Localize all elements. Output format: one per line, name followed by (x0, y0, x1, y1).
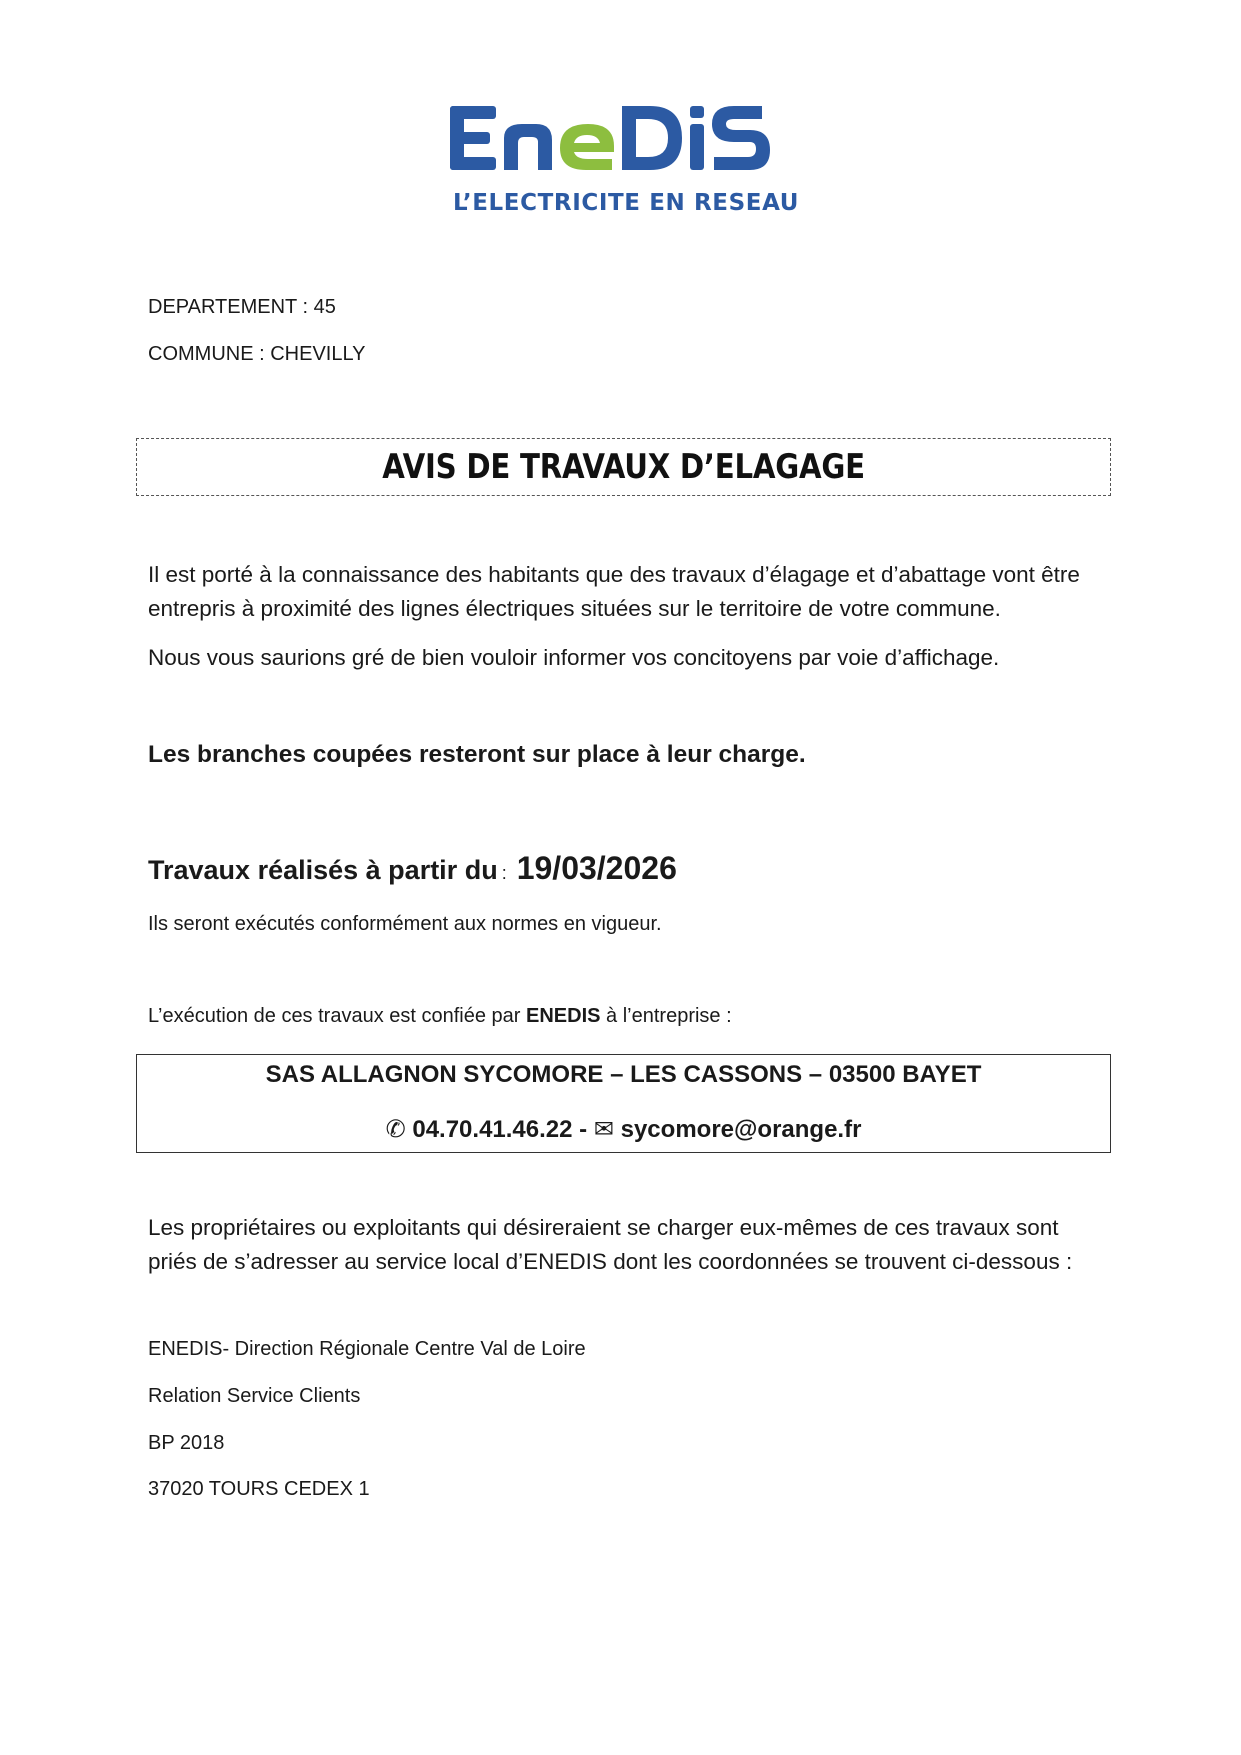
owners-paragraph: Les propriétaires ou exploitants qui désireraient se charger eux-mêmes de ces travaux sont priés de s’adresser au service local d’ENEDIS dont les coordonnées se trouvent ci-dessous : (148, 1215, 1073, 1274)
logo-tagline: L’ELECTRICITE EN RESEAU (452, 190, 800, 216)
execution-brand: ENEDIS (526, 1005, 601, 1027)
start-date-label: Travaux réalisés à partir du (148, 855, 498, 885)
company-contact (137, 1115, 1110, 1144)
execution-line (148, 1005, 732, 1028)
company-email[interactable]: sycomore@orange.fr (620, 1116, 862, 1143)
title-box (136, 438, 1111, 496)
company-box (136, 1054, 1111, 1153)
address-line-2: Relation Service Clients (148, 1385, 361, 1407)
address-line-3: BP 2018 (148, 1432, 225, 1454)
start-date-line (148, 850, 677, 887)
address-line-4: 37020 TOURS CEDEX 1 (148, 1478, 370, 1500)
page-title: AVIS DE TRAVAUX D’ELAGAGE (382, 447, 865, 487)
inform-paragraph: Nous vous saurions gré de bien vouloir informer vos concitoyens par voie d’affichage. (148, 645, 1000, 670)
norms-text: Ils seront exécutés conformément aux normes en vigueur. (148, 913, 662, 935)
company-name: SAS ALLAGNON SYCOMORE – LES CASSONS – 03500 BAYET (265, 1061, 982, 1088)
intro-paragraph: Il est porté à la connaissance des habitants que des travaux d’élagage et d’abattage vont être entrepris à proximité des lignes électriques situées sur le territoire de votre commune. (148, 562, 1080, 621)
execution-suffix: à l’entreprise : (600, 1005, 732, 1027)
envelope-icon: ✉ (593, 1116, 614, 1143)
address-line-1: ENEDIS- Direction Régionale Centre Val de Loire (148, 1338, 586, 1360)
phone-icon: ✆ (385, 1116, 406, 1143)
departement-label: DEPARTEMENT : 45 (148, 296, 336, 318)
execution-prefix: L’exécution de ces travaux est confiée par (148, 1005, 527, 1027)
start-date-value: 19/03/2026 (516, 850, 677, 886)
start-date-colon: : (501, 863, 507, 883)
commune-label: COMMUNE : CHEVILLY (148, 343, 366, 365)
branches-notice: Les branches coupées resteront sur place à leur charge. (148, 741, 806, 768)
company-phone: 04.70.41.46.22 - (412, 1116, 588, 1143)
enedis-wordmark (446, 98, 806, 178)
